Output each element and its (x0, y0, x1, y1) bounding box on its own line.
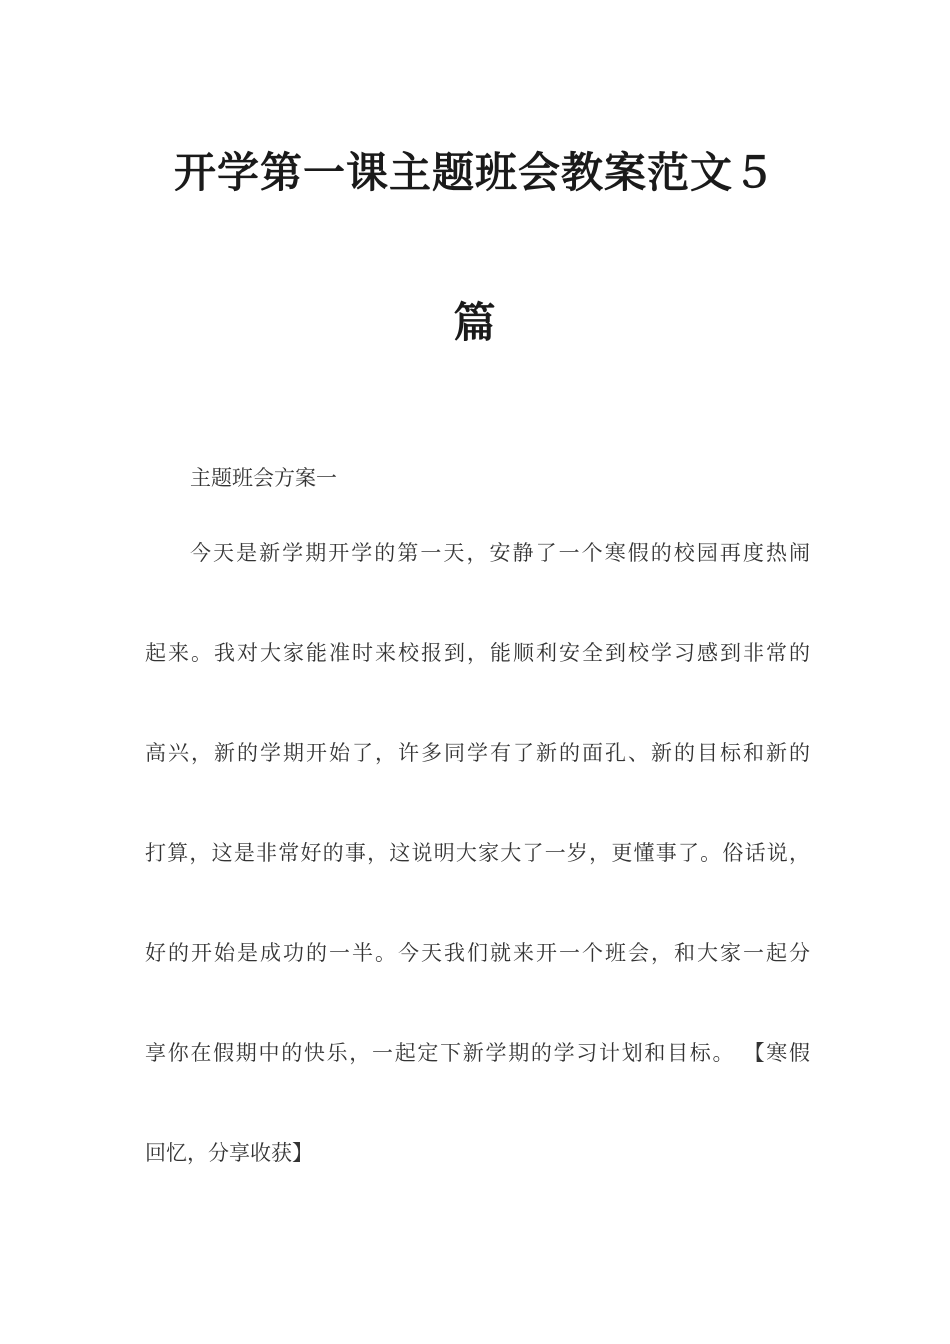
body-text-line: 享你在假期中的快乐，一起定下新学期的学习计划和目标。 【寒假 (145, 1041, 810, 1065)
document-title-continued: 篇 (453, 298, 497, 347)
body-text-line: 好的开始是成功的一半。今天我们就来开一个班会，和大家一起分 (145, 941, 810, 965)
body-text-line: 打算，这是非常好的事，这说明大家大了一岁，更懂事了。俗话说， (145, 841, 810, 865)
body-text-line: 回忆，分享收获】 (145, 1141, 313, 1165)
body-text-line: 起来。我对大家能准时来校报到，能顺利安全到校学习感到非常的 (145, 641, 810, 665)
document-title: 开学第一课主题班会教案范文５ (173, 148, 776, 197)
section-heading: 主题班会方案一 (190, 466, 337, 490)
body-text-line: 高兴，新的学期开始了，许多同学有了新的面孔、新的目标和新的 (145, 741, 810, 765)
body-text-line: 今天是新学期开学的第一天，安静了一个寒假的校园再度热闹 (190, 541, 810, 565)
